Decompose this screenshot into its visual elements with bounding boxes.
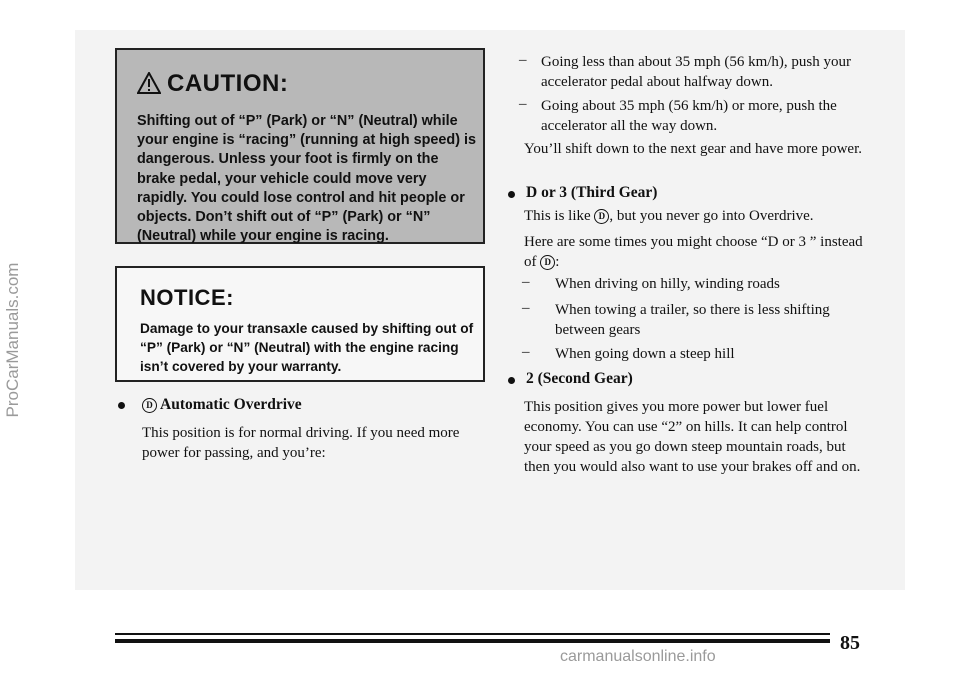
side-watermark-text: ProCarManuals.com <box>3 262 22 418</box>
choose-text-post: : <box>555 254 560 270</box>
footer-rule-bottom <box>115 639 830 643</box>
circle-d-icon: D <box>594 209 609 224</box>
choose-text <box>524 232 869 272</box>
choose-text-pre: Here are some times you might choose “D or 3 ” instead of <box>524 234 863 270</box>
side-watermark <box>0 150 28 530</box>
notice-text: Damage to your transaxle caused by shifting out of “P” (Park) or “N” (Neutral) with the engine racing isn’t covered by your warranty. <box>140 321 474 374</box>
third-gear-text-post: , but you never go into Overdrive. <box>609 208 814 224</box>
third-gear-heading: D or 3 (Third Gear) <box>526 184 658 201</box>
dash-item-steep-hill: When going down a steep hill <box>555 346 735 362</box>
dash-item-less-35: Going less than about 35 mph (56 km/h), push your accelerator pedal about halfway down. <box>541 54 851 90</box>
bottom-watermark: carmanualsonline.info <box>560 648 716 665</box>
bullet-second-gear <box>508 377 515 384</box>
second-gear-text: This position gives you more power but lower fuel economy. You can use “2” on hills. It can help control your speed as you go down steep mountain roads, but then you would also want to use your brakes off and on. <box>524 399 861 475</box>
dash-marker: – <box>519 96 527 112</box>
dash-marker: – <box>522 274 530 290</box>
bullet-third-gear <box>508 191 515 198</box>
dash-item-over-35: Going about 35 mph (56 km/h) or more, push the accelerator all the way down. <box>541 98 837 134</box>
dash-marker: – <box>522 300 530 316</box>
footer-rule-top <box>115 633 830 635</box>
overdrive-circle-d-icon: D <box>142 398 157 413</box>
page-number: 85 <box>840 632 860 654</box>
bullet-overdrive <box>118 402 125 409</box>
dash-item-towing: When towing a trailer, so there is less shifting between gears <box>555 302 830 338</box>
second-gear-heading: 2 (Second Gear) <box>526 370 633 387</box>
dash-item-hilly: When driving on hilly, winding roads <box>555 276 780 292</box>
dash-marker: – <box>519 52 527 68</box>
caution-heading <box>137 70 288 98</box>
shift-down-text: You’ll shift down to the next gear and have more power. <box>524 141 862 157</box>
caution-title: CAUTION: <box>167 70 289 97</box>
caution-text: Shifting out of “P” (Park) or “N” (Neutral) while your engine is “racing” (running at high speed) is dangerous. Unless your foot is firmly on the brake pedal, your vehicle could move very rapidly. You could lose control and hit people or objects. Don’t shift out of “P” (Park) or “N” (Neutral) while your engine is racing. <box>137 113 477 245</box>
warning-triangle-icon <box>137 72 161 94</box>
notice-title: NOTICE: <box>140 285 234 310</box>
overdrive-text: This position is for normal driving. If you need more power for passing, and you’re: <box>142 425 460 461</box>
caution-box <box>115 48 485 244</box>
dash-marker: – <box>522 344 530 360</box>
third-gear-text <box>524 206 874 226</box>
third-gear-text-pre: This is like <box>524 208 591 224</box>
overdrive-heading <box>142 396 302 414</box>
overdrive-heading-text: Automatic Overdrive <box>160 396 302 413</box>
notice-box <box>115 266 485 382</box>
circle-d-icon: D <box>540 255 555 270</box>
